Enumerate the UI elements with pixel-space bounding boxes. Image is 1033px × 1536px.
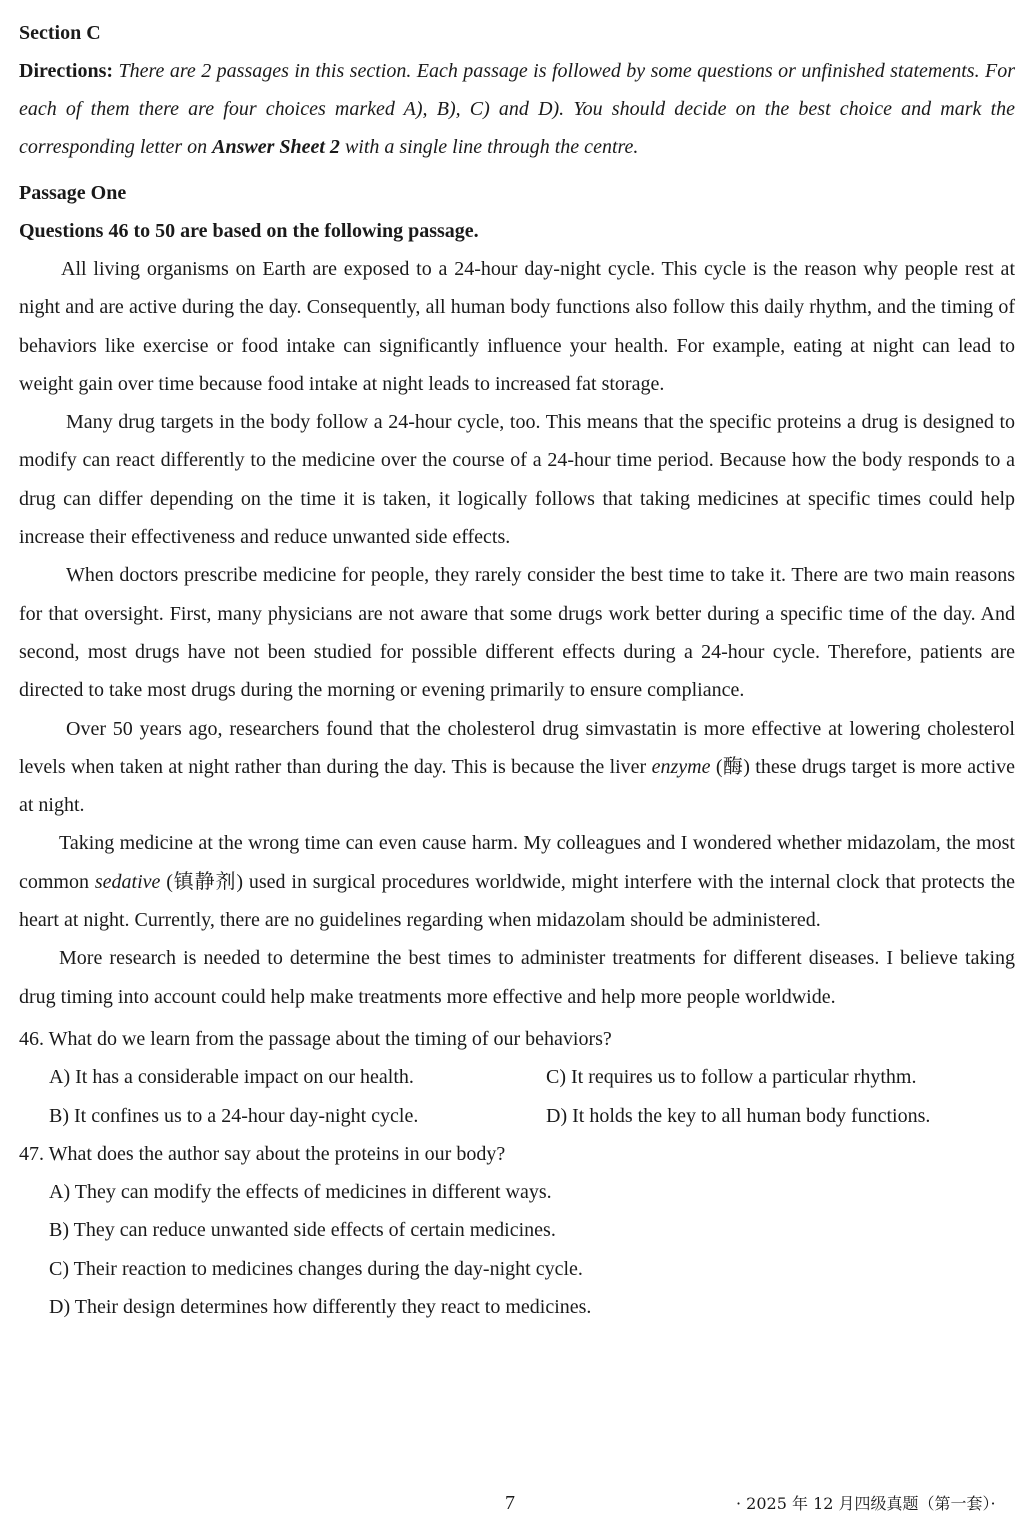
- passage-title: Passage One: [19, 182, 127, 204]
- p4-text-a: Over 50 years ago, researchers found that the cholesterol drug simvastatin is more effective at lowering cholesterol levels when taken at night rather than during the day. This is because the liver: [19, 717, 1015, 778]
- answer-sheet-label: Answer Sheet 2: [212, 136, 340, 158]
- passage-paragraph-6: More research is needed to determine the best times to administer treatments for different diseases. I believe taking drug timing into account could help make treatments more effective and help more people worldwide.: [19, 947, 1015, 1008]
- question-47-stem: 47. What does the author say about the proteins in our body?: [19, 1142, 506, 1165]
- question-46-option-d[interactable]: D) It holds the key to all human body functions.: [546, 1104, 931, 1127]
- directions-text-end: with a single line through the centre.: [344, 136, 639, 158]
- glossary-term-enzyme: enzyme: [651, 755, 711, 778]
- exam-label: · 2025 年 12 月四级真题（第一套）·: [736, 1494, 996, 1513]
- question-47-option-a[interactable]: A) They can modify the effects of medicines in different ways.: [49, 1181, 552, 1204]
- passage-paragraph-2: Many drug targets in the body follow a 24-hour cycle, too. This means that the specific proteins a drug is designed to modify can react differently to the medicine over the course of a 24-hour time period. Because how the body responds to a drug can differ depending on the time it is taken, it logically follows that taking medicines at specific times could help increase their effectiveness and reduce unwanted side effects.: [19, 411, 1015, 549]
- page-number: 7: [505, 1492, 515, 1514]
- glossary-gloss-sedative: (镇静剂): [166, 870, 244, 893]
- directions-text: There are 2 passages in this section. Each passage is followed by some questions or unfinished statements. For each of them there are four choices marked A), B), C) and D). You should decide on the best choice and mark the corresponding letter on: [19, 60, 1016, 158]
- passage-paragraph-5: [19, 824, 1015, 939]
- question-47-option-b[interactable]: B) They can reduce unwanted side effects of certain medicines.: [49, 1219, 556, 1242]
- question-46-stem: 46. What do we learn from the passage about the timing of our behaviors?: [19, 1027, 612, 1050]
- section-title: Section C: [19, 22, 101, 44]
- passage-paragraph-3: When doctors prescribe medicine for people, they rarely consider the best time to take it. There are two main reasons for that oversight. First, many physicians are not aware that some drugs work better during a specific time of the day. And second, most drugs have not been studied for possible different effects during a 24-hour cycle. Therefore, patients are directed to take most drugs during the morning or evening primarily to ensure compliance.: [19, 564, 1015, 702]
- question-46-option-a[interactable]: A) It has a considerable impact on our health.: [49, 1066, 414, 1089]
- passage-paragraph-1: All living organisms on Earth are exposed to a 24-hour day-night cycle. This cycle is the reason why people rest at night and are active during the day. Consequently, all human body functions also follow this daily rhythm, and the timing of behaviors like exercise or food intake can significantly influence your health. For example, eating at night can lead to weight gain over time because food intake at night leads to increased fat storage.: [19, 258, 1015, 395]
- question-47-option-c[interactable]: C) Their reaction to medicines changes during the day-night cycle.: [49, 1257, 583, 1280]
- question-range: Questions 46 to 50 are based on the following passage.: [19, 220, 479, 242]
- directions: [19, 52, 1015, 166]
- p5-text-a: Taking medicine at the wrong time can even cause harm. My colleagues and I wondered whether midazolam, the most common: [19, 832, 1015, 893]
- p5-text-b: used in surgical procedures worldwide, might interfere with the internal clock that protects the heart at night. Currently, there are no guidelines regarding when midazolam should be administered.: [19, 870, 1015, 932]
- exam-page: [19, 14, 1015, 1326]
- question-46-options: [19, 1058, 1015, 1135]
- question-47-option-d[interactable]: D) Their design determines how differently they react to medicines.: [49, 1296, 592, 1319]
- passage-paragraph-4: [19, 710, 1015, 825]
- question-46-option-c[interactable]: C) It requires us to follow a particular rhythm.: [546, 1066, 917, 1089]
- glossary-gloss-enzyme: (酶): [715, 755, 750, 778]
- p4-text-b: these drugs target is more active at night.: [19, 755, 1015, 817]
- glossary-term-sedative: sedative: [94, 870, 161, 893]
- directions-label: Directions:: [19, 60, 114, 82]
- questions: [19, 1020, 1015, 1326]
- question-46-option-b[interactable]: B) It confines us to a 24-hour day-night cycle.: [49, 1104, 419, 1127]
